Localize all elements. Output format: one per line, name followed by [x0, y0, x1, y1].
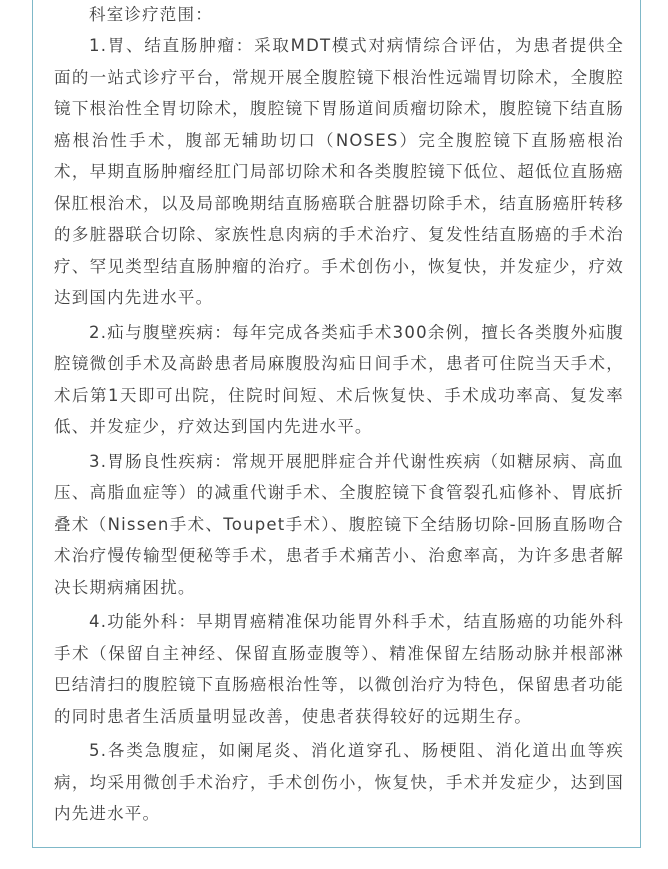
section-title: 科室诊疗范围：	[89, 5, 213, 24]
paragraph-gastric-colorectal-tumor: 1.胃、结直肠肿瘤：采取MDT模式对病情综合评估，为患者提供全面的一站式诊疗平台，常规开展全腹腔镜下根治性远端胃切除术，全腹腔镜下根治性全胃切除术，腹腔镜下胃肠道间质瘤切除术，腹腔镜下结直肠癌根治性手术，腹部无辅助切口（NOSES）完全腹腔镜下直肠癌根治术，早期直肠肿瘤经肛门局部切除术和各类腹腔镜下低位、超低位直肠癌保肛根治术，以及局部晚期结直肠癌联合脏器切除手术，结直肠癌肝转移的多脏器联合切除、家族性息肉病的手术治疗、复发性结直肠癌的手术治疗、罕见类型结直肠肿瘤的治疗。手术创伤小，恢复快，并发症少，疗效达到国内先进水平。	[54, 36, 624, 307]
article-content	[54, 0, 624, 833]
paragraph-functional-surgery: 4.功能外科：早期胃癌精准保功能胃外科手术，结直肠癌的功能外科手术（保留自主神经、保留直肠壶腹等）、精准保留左结肠动脉并根部淋巴结清扫的腹腔镜下直肠癌根治性等，以微创治疗为特色，保留患者功能的同时患者生活质量明显改善，使患者获得较好的远期生存。	[54, 612, 624, 726]
paragraph-acute-abdomen: 5.各类急腹症，如阑尾炎、消化道穿孔、肠梗阻、消化道出血等疾病，均采用微创手术治疗，手术创伤小，恢复快，手术并发症少，达到国内先进水平。	[54, 741, 624, 823]
paragraph-benign-gi-disease: 3.胃肠良性疾病：常规开展肥胖症合并代谢性疾病（如糖尿病、高血压、高脂血症等）的减重代谢手术、全腹腔镜下食管裂孔疝修补、胃底折叠术（Nissen手术、Toupet手术）、腹腔镜下全结肠切除-回肠直肠吻合术治疗慢传输型便秘等手术，患者手术痛苦小、治愈率高，为许多患者解决长期病痛困扰。	[54, 451, 624, 597]
paragraph-hernia-abdominal-wall: 2.疝与腹壁疾病：每年完成各类疝手术300余例，擅长各类腹外疝腹腔镜微创手术及高龄患者局麻腹股沟疝日间手术，患者可住院当天手术，术后第1天即可出院，住院时间短、术后恢复快、手术成功率高、复发率低、并发症少，疗效达到国内先进水平。	[54, 322, 624, 436]
